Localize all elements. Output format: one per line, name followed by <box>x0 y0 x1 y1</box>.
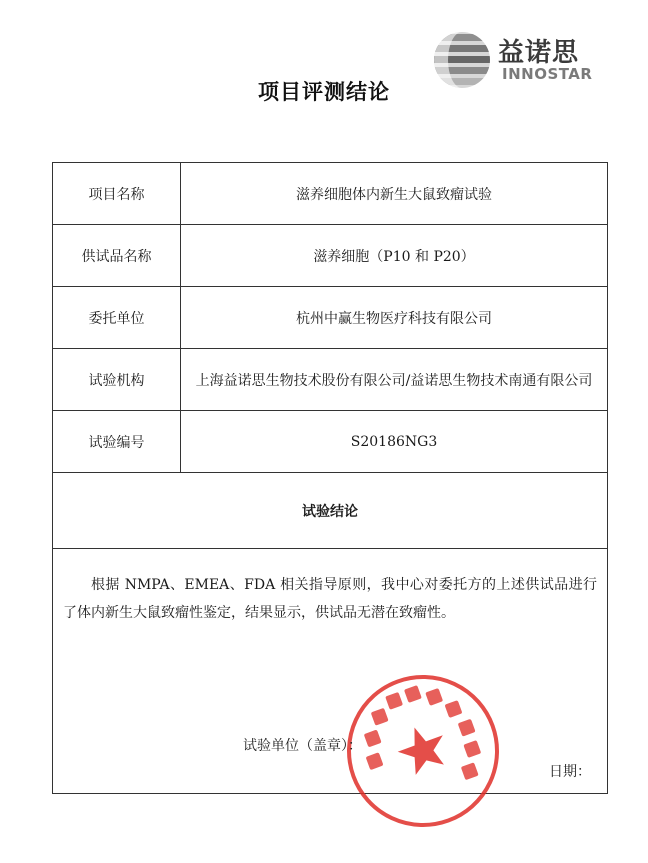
evaluation-form <box>52 162 608 794</box>
signature-label: 试验单位（盖章）： <box>243 738 362 754</box>
row-project-name <box>53 163 607 225</box>
date-label: 日期： <box>549 764 591 780</box>
row-sponsor <box>53 287 607 349</box>
page-title: 项目评测结论 <box>258 80 390 104</box>
row-value: 滋养细胞（P10 和 P20） <box>313 248 475 265</box>
row-test-article <box>53 225 607 287</box>
row-label: 试验机构 <box>53 349 181 410</box>
conclusion-heading: 试验结论 <box>53 473 607 549</box>
brand-name-cn: 益诺思 <box>498 38 580 68</box>
row-label: 委托单位 <box>53 287 181 348</box>
brand-name-en: INNOSTAR <box>502 65 593 83</box>
row-study-number <box>53 411 607 473</box>
row-value: 上海益诺思生物技术股份有限公司/益诺思生物技术南通有限公司 <box>195 372 593 389</box>
row-value: S20186NG3 <box>350 433 438 450</box>
row-test-facility <box>53 349 607 411</box>
row-value: 杭州中赢生物医疗科技有限公司 <box>296 310 492 327</box>
official-seal-icon <box>343 671 503 831</box>
row-value: 滋养细胞体内新生大鼠致瘤试验 <box>296 186 492 203</box>
conclusion-text: 根据 NMPA、EMEA、FDA 相关指导原则，我中心对委托方的上述供试品进行了体内新生大鼠致瘤性鉴定，结果显示，供试品无潜在致瘤性。 <box>63 577 597 621</box>
row-label: 项目名称 <box>53 163 181 224</box>
row-label: 试验编号 <box>53 411 181 472</box>
row-label: 供试品名称 <box>53 225 181 286</box>
